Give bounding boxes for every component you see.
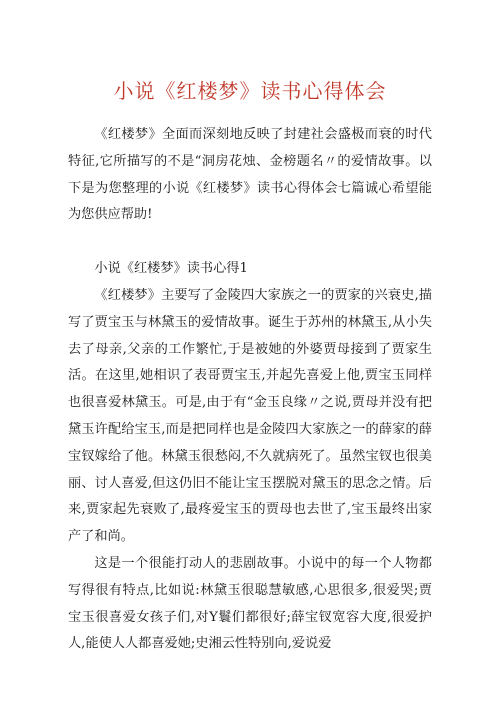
body-paragraph-2: 这是一个很能打动人的悲剧故事。小说中的每一个人物都写得很有特点,比如说:林黛玉很聪慧敏感,心思很多,很爱哭;贾宝玉很喜爱女孩子们,对Y鬟们都很好;薛宝钗宽容大度,很爱护人,能使人人都喜爱她;史湘云性特别向,爱说爱 [68, 555, 432, 652]
section-heading: 小说《红楼梦》读书心得1 [94, 261, 248, 277]
paragraph-spacer [68, 229, 432, 256]
body-paragraph-1: 《红楼梦》主要写了金陵四大家族之一的贾家的兴衰史,描写了贾宝玉与林黛玉的爱情故事。诞生于苏州的林黛玉,从小失去了母亲,父亲的工作繁忙,于是被她的外婆贾母接到了贾家生活。在这里,她相识了表哥贾宝玉,并起先喜爱上他,贾宝玉同样也很喜爱林黛玉。可是,由于有“金玉良缘〃之说,贾母并没有把黛玉许配给宝玉,而是把同样也是金陵四大家族之一的薛家的薛宝钗嫁给了他。林黛玉很愁闷,不久就病死了。虽然宝钗也很美丽、讨人喜爱,但这仍旧不能让宝玉摆脱对黛玉的思念之情。后来,贾家起先衰败了,最疼爱宝玉的贾母也去世了,宝玉最终出家产了和尚。 [68, 287, 432, 545]
document-title: 小说《红楼梦》读书心得体会 [113, 79, 387, 103]
intro-paragraph: 《红楼梦》全面而深刻地反映了封建社会盛极而衰的时代特征,它所描写的不是“洞房花烛、金榜题名〃的爱情故事。以下是为您整理的小说《红楼梦》读书心得体会七篇诚心希望能为您供应帮助! [68, 127, 432, 223]
